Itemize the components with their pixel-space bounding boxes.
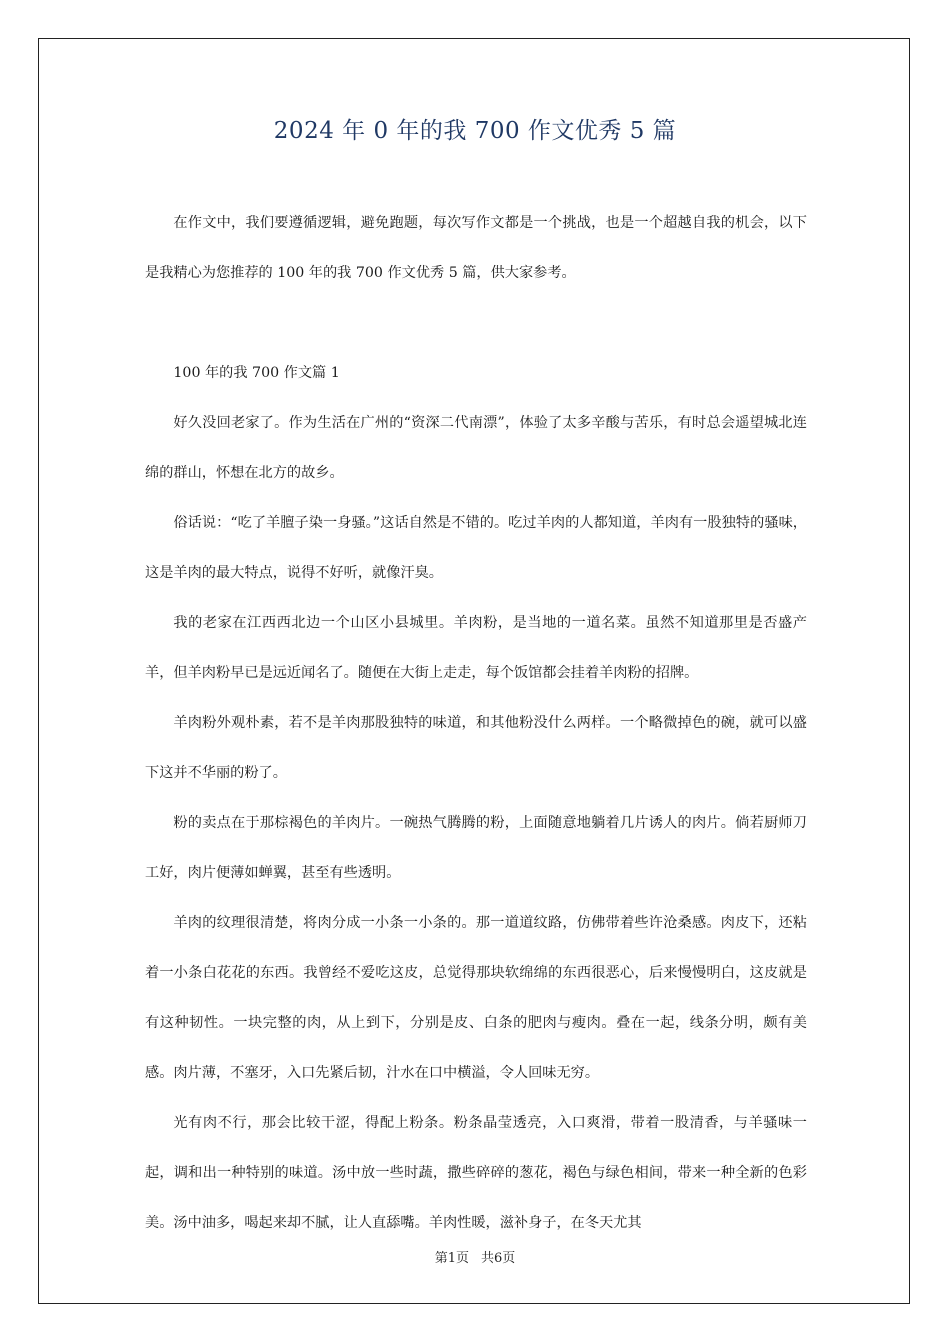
body-paragraph: 羊肉的纹理很清楚，将肉分成一小条一小条的。那一道道纹路，仿佛带着些许沧桑感。肉皮下，还粘着一小条白花花的东西。我曾经不爱吃这皮，总觉得那块软绵绵的东西很恶心，后来慢慢明白，这皮就是有这种韧性。一块完整的肉，从上到下，分别是皮、白条的肥肉与瘦肉。叠在一起，线条分明，颇有美感。肉片薄，不塞牙，入口先紧后韧，汁水在口中横溢，令人回味无穷。 <box>145 915 807 1081</box>
page-number: 第1页 <box>434 1251 469 1266</box>
section-heading: 100 年的我 700 作文篇 1 <box>173 365 340 381</box>
document-body <box>145 198 807 1248</box>
body-paragraph: 俗话说：“吃了羊膻子染一身骚。”这话自然是不错的。吃过羊肉的人都知道，羊肉有一股独特的骚味，这是羊肉的最大特点，说得不好听，就像汗臭。 <box>145 515 807 581</box>
page-total: 共6页 <box>481 1251 516 1266</box>
page-footer <box>0 1247 950 1266</box>
body-paragraph: 光有肉不行，那会比较干涩，得配上粉条。粉条晶莹透亮，入口爽滑，带着一股清香，与羊骚味一起，调和出一种特别的味道。汤中放一些时蔬，撒些碎碎的葱花，褐色与绿色相间，带来一种全新的色彩美。汤中油多，喝起来却不腻，让人直舔嘴。羊肉性暖，滋补身子，在冬天尤其 <box>145 1115 807 1231</box>
body-paragraph: 我的老家在江西西北边一个山区小县城里。羊肉粉，是当地的一道名菜。虽然不知道那里是否盛产羊，但羊肉粉早已是远近闻名了。随便在大街上走走，每个饭馆都会挂着羊肉粉的招牌。 <box>145 615 807 681</box>
body-paragraph: 粉的卖点在于那棕褐色的羊肉片。一碗热气腾腾的粉，上面随意地躺着几片诱人的肉片。倘若厨师刀工好，肉片便薄如蝉翼，甚至有些透明。 <box>145 815 807 881</box>
section-spacer <box>145 298 807 348</box>
document-title: 2024 年 0 年的我 700 作文优秀 5 篇 <box>273 118 677 144</box>
intro-paragraph: 在作文中，我们要遵循逻辑，避免跑题，每次写作文都是一个挑战，也是一个超越自我的机会，以下是我精心为您推荐的 100 年的我 700 作文优秀 5 篇，供大家参考。 <box>145 215 807 281</box>
body-paragraph: 好久没回老家了。作为生活在广州的“资深二代南漂”，体验了太多辛酸与苦乐，有时总会遥望城北连绵的群山，怀想在北方的故乡。 <box>145 415 807 481</box>
body-paragraph: 羊肉粉外观朴素，若不是羊肉那股独特的味道，和其他粉没什么两样。一个略微掉色的碗，就可以盛下这并不华丽的粉了。 <box>145 715 807 781</box>
